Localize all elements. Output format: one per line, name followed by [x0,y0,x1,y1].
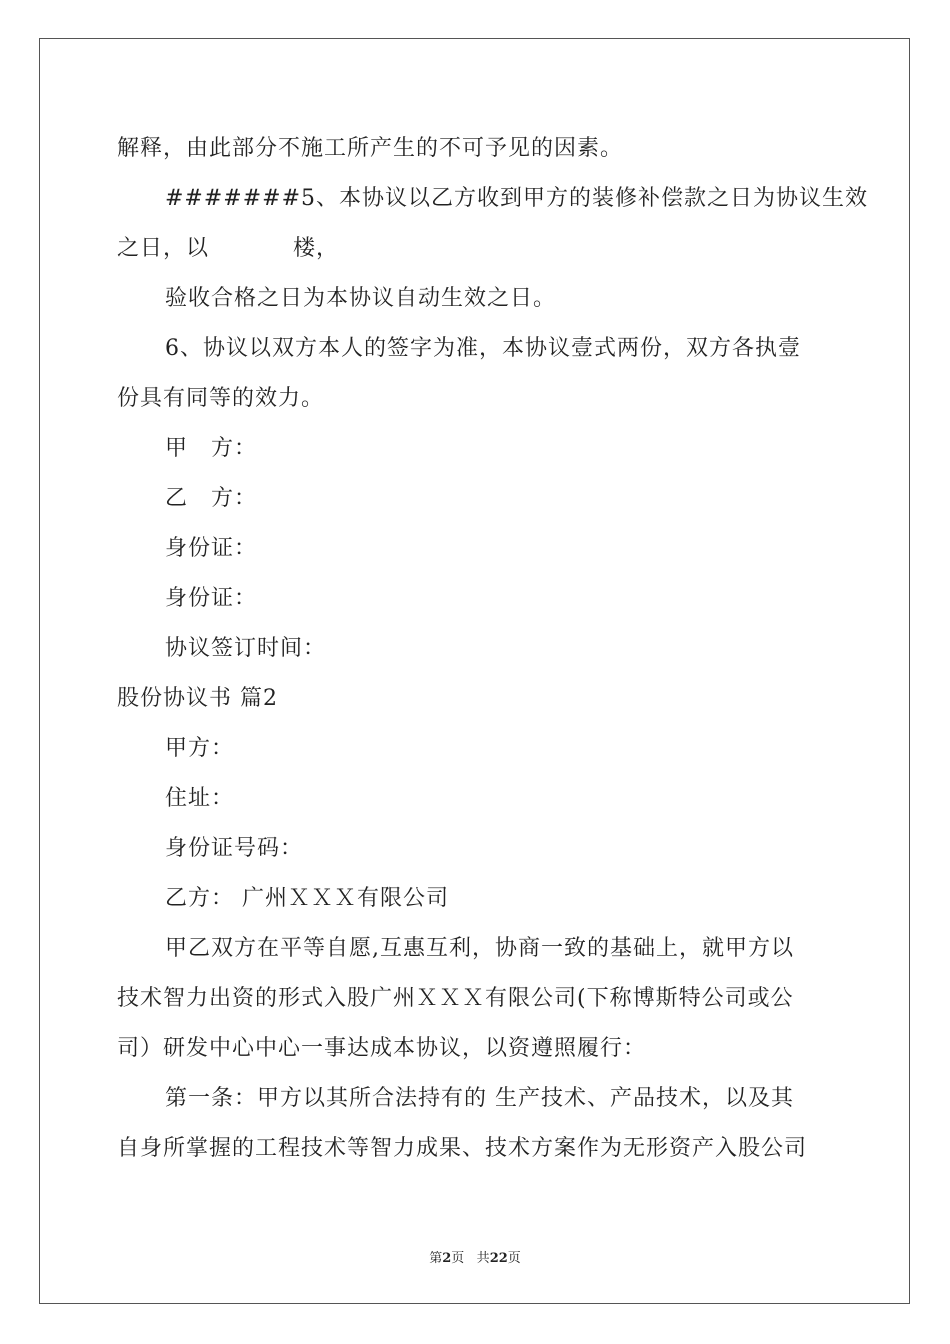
signature-field-party-b: 乙 方： [165,486,258,511]
text-line: 6、协议以双方本人的签字为准，本协议壹式两份，双方各执壹 [165,336,801,361]
text-line: 自身所掌握的工程技术等智力成果、技术方案作为无形资产入股公司 [117,1136,808,1161]
document-body [117,124,869,1174]
footer-text: 第 [429,1251,443,1266]
footer-text: 共 [476,1251,490,1266]
signing-date-field: 协议签订时间： [165,636,327,661]
id-field: 身份证： [165,536,258,561]
text-line [117,224,835,274]
text-line: #######5、本协议以乙方收到甲方的装修补偿款之日为协议生效 [165,186,869,211]
party-b-field: 乙方： 广州ＸＸＸ有限公司 [165,886,449,911]
page-number: 2 [442,1251,452,1266]
text-line: 份具有同等的效力。 [117,386,325,411]
party-a-field: 甲方： [165,736,235,761]
footer-text: 页 [507,1251,521,1266]
text-line: 技术智力出资的形式入股广州ＸＸＸ有限公司(下称博斯特公司或公 [117,986,794,1011]
address-field: 住址： [165,786,235,811]
signature-field-party-a: 甲 方： [165,436,258,461]
id-field: 身份证： [165,586,258,611]
text-fragment: 之日，以 [117,236,210,261]
total-pages: 22 [489,1251,508,1266]
text-line: 甲乙双方在平等自愿,互惠互利，协商一致的基础上，就甲方以 [165,936,794,961]
section-heading: 股份协议书 篇2 [117,686,278,711]
text-fragment: 楼， [293,236,340,261]
footer-text: 页 [451,1251,465,1266]
text-line: 司）研发中心中心一事达成本协议，以资遵照履行： [117,1036,647,1061]
text-line: 解释，由此部分不施工所产生的不可予见的因素。 [117,136,624,161]
text-line: 第一条：甲方以其所合法持有的 生产技术、产品技术，以及其 [165,1086,794,1111]
page-footer [0,1247,950,1266]
id-number-field: 身份证号码： [165,836,304,861]
text-line: 验收合格之日为本协议自动生效之日。 [165,286,557,311]
